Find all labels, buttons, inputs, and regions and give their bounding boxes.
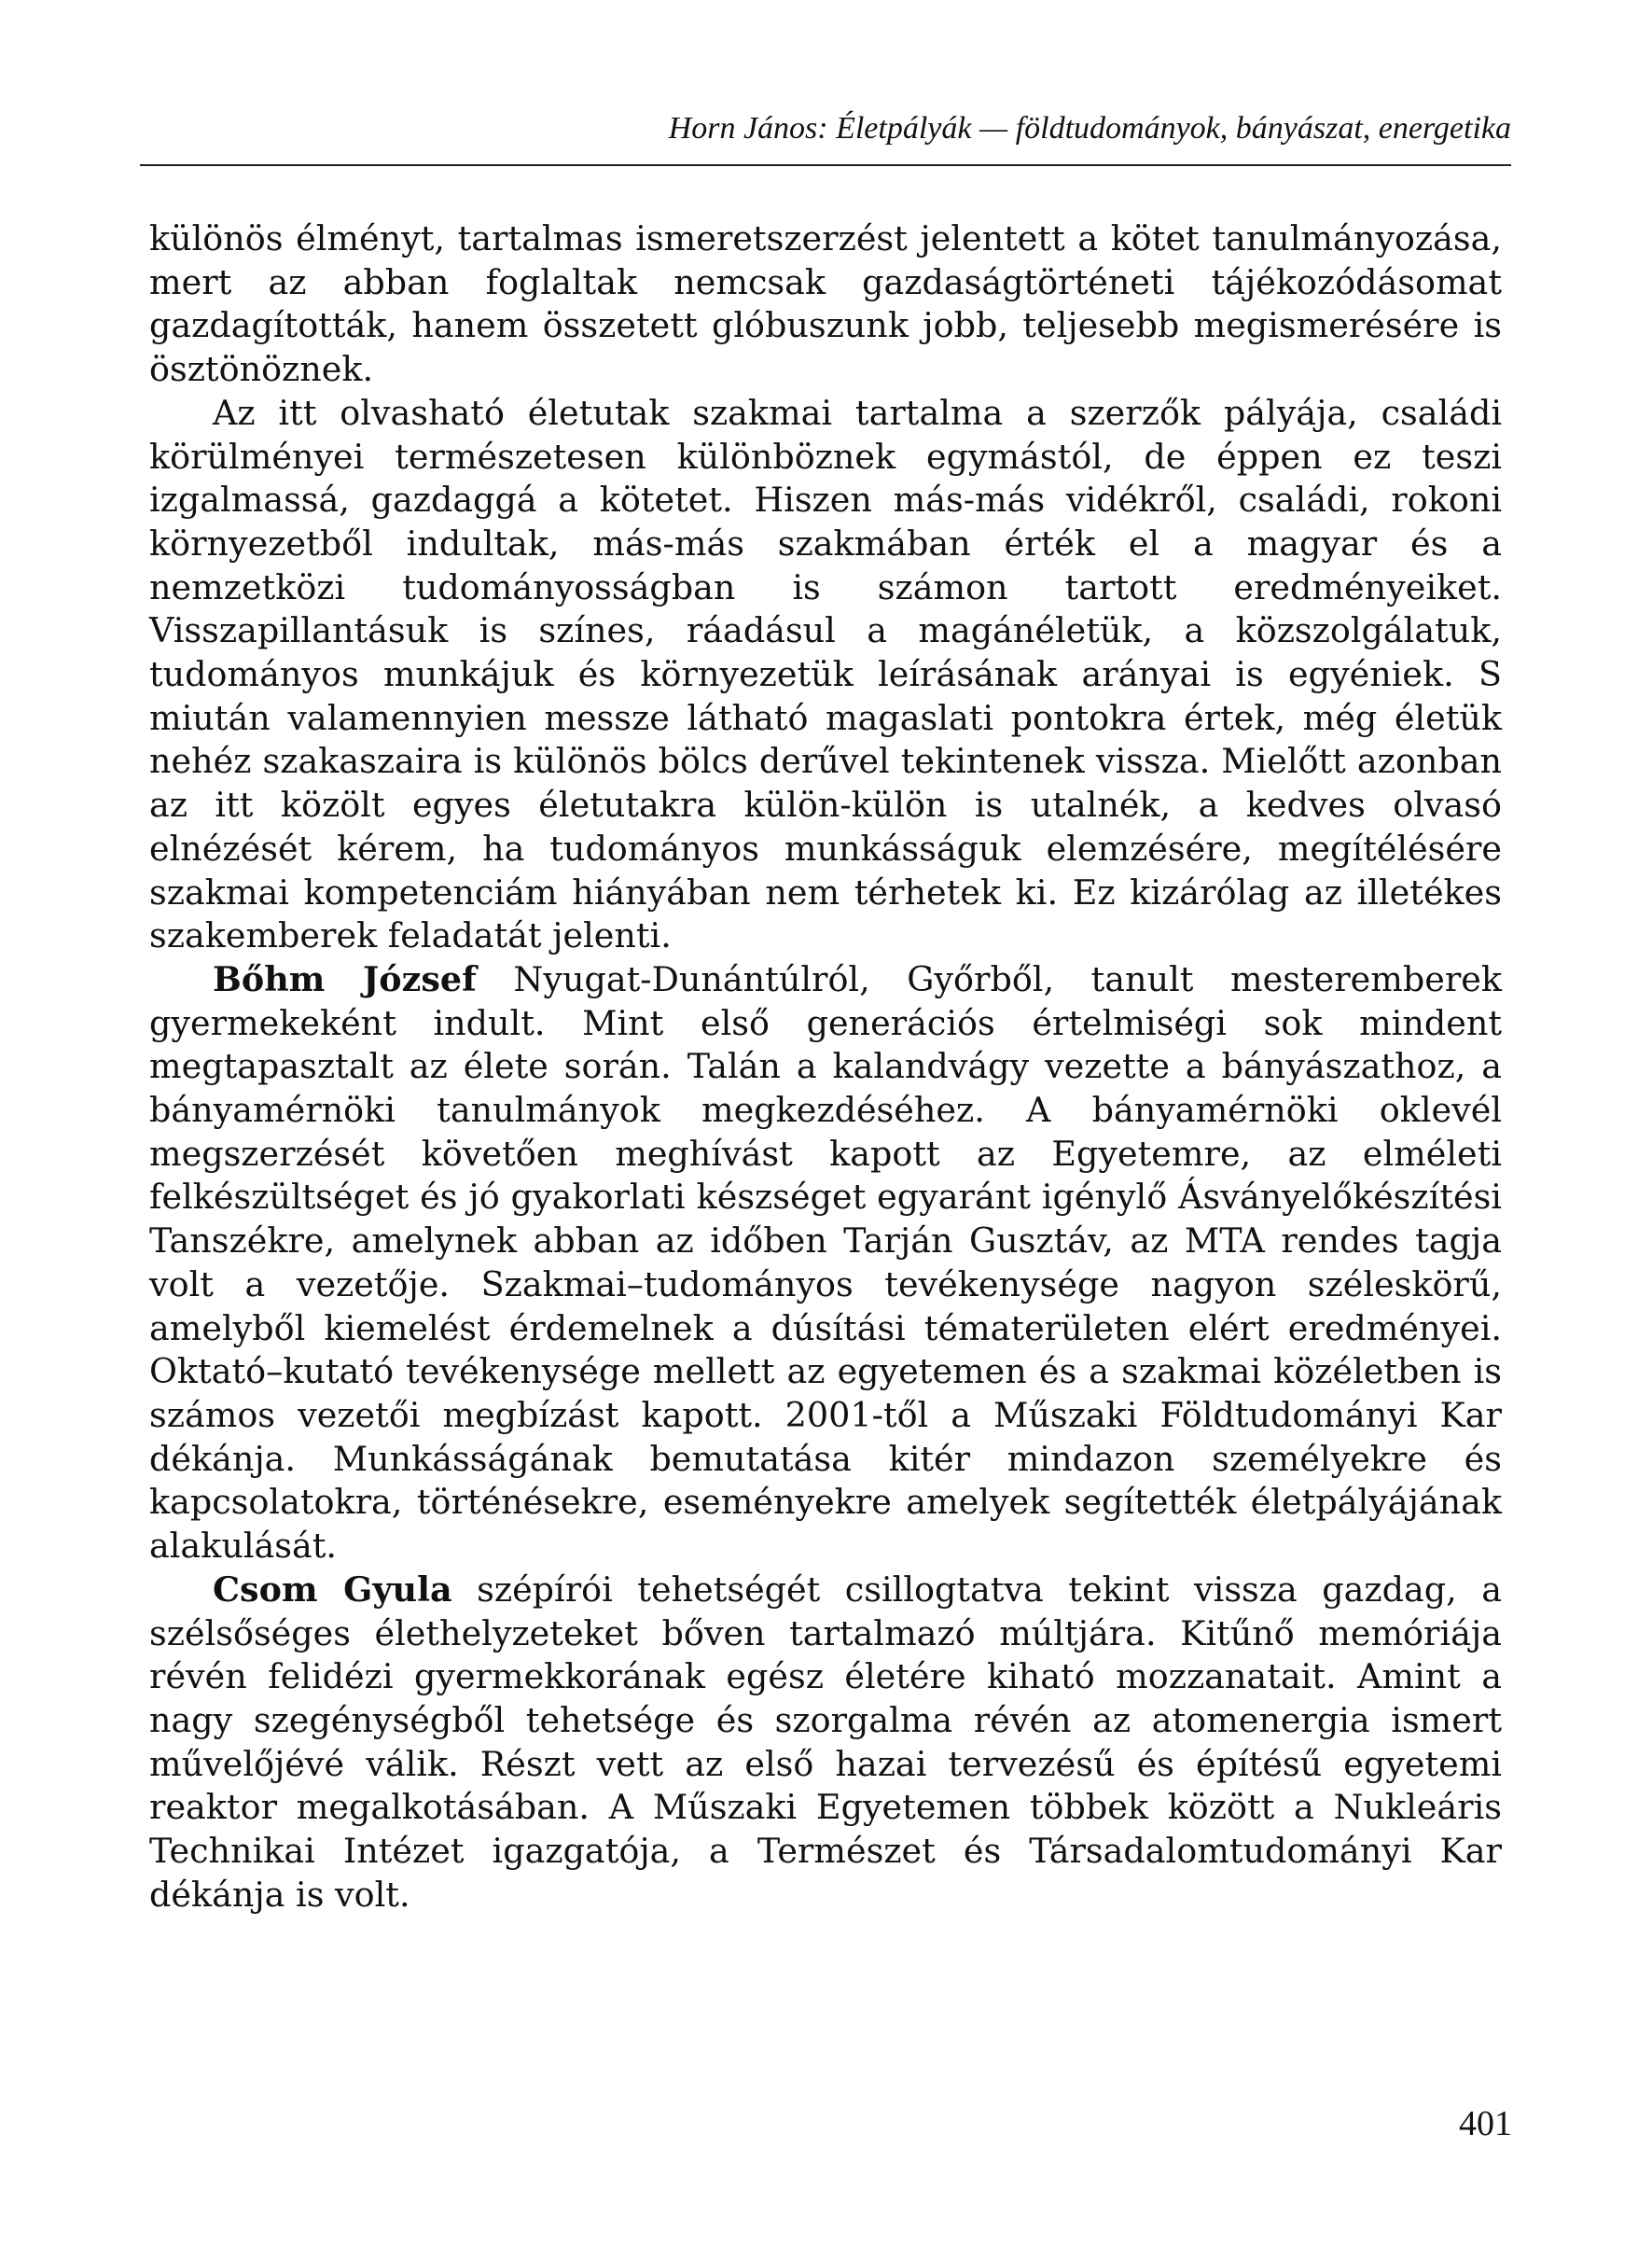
paragraph-life-paths: Az itt olvasható életutak szakmai tartalma a szerzők pályája, családi körülményei természetesen különböznek egymástól, de éppen ez teszi izgalmassá, gazdaggá a kötetet. Hiszen más-más vidékről, családi, rokoni környezetből indultak, más-más szakmában érték el a magyar és a nemzetközi tudományosságban is számon tartott eredményeiket. Visszapillantásuk is színes, ráadásul a magánéletük, a közszolgálatuk, tudományos munkájuk és környezetük leírásának arányai is egyéniek. S miután valamennyien messze látható magaslati pontokra értek, még életük nehéz szakaszaira is különös bölcs derűvel tekintenek vissza. Mielőtt azonban az itt közölt egyes életutakra külön-külön is utalnék, a kedves olvasó elnézését kérem, ha tudományos munkásságuk elemzésére, megítélésére szakmai kompetenciám hiányában nem térhetek ki. Ez kizárólag az illetékes szakemberek feladatát jelenti. [149,392,1502,956]
paragraph-csom-text: szépírói tehetségét csillogtatva tekint vissza gazdag, a szélsőséges élethelyzeteket bőven tartalmazó múltjára. Kitűnő memóriája révén felidézi gyermekkorának egész életére kiható mozzanatait. Amint a nagy szegénységből tehetsége és szorgalma révén az atomenergia ismert művelőjévé válik. Részt vett az első hazai tervezésű és építésű egyetemi reaktor megalkotásában. A Műszaki Egyetemen többek között a Nukleáris Technikai Intézet igazgatója, a Természet és Társadalomtudományi Kar dékánja is volt. [149,1569,1502,1915]
body-text [149,217,1502,1917]
paragraph-bohm-text: Nyugat-Dunántúlról, Győrből, tanult mesteremberek gyermekeként indult. Mint első generációs értelmiségi sok mindent megtapasztalt az élete során. Talán a kalandvágy vezette a bányászathoz, a bányamérnöki tanulmányok megkezdéséhez. A bányamérnöki oklevél megszerzését követően meghívást kapott az Egyetemre, az elméleti felkészültséget és jó gyakorlati készséget egyaránt igénylő Ásványelőkészítési Tanszékre, amelynek abban az időben Tarján Gusztáv, az MTA rendes tagja volt a vezetője. Szakmai–tudományos tevékenysége nagyon széleskörű, amelyből kiemelést érdemelnek a dúsítási tématerületen elért eredményei. Oktató–kutató tevékenysége mellett az egyetemen és a szakmai közéletben is számos vezetői megbízást kapott. 2001-től a Műszaki Földtudományi Kar dékánja. Munkásságának bemutatása kitér mindazon személyekre és kapcsolatokra, történésekre, eseményekre amelyek segítették életpályájának alakulását. [149,958,1502,1567]
author-name-bohm: Bőhm József [213,958,477,999]
paragraph-csom-gyula [149,1569,1502,1917]
author-name-csom: Csom Gyula [213,1569,452,1610]
paragraph-bohm-jozsef [149,958,1502,1569]
page-number: 401 [1459,2104,1512,2143]
running-title: Horn János: Életpályák — földtudományok, bányászat, energetika [668,111,1511,146]
running-header [140,106,1511,166]
paragraph-continuation: különös élményt, tartalmas ismeretszerzést jelentett a kötet tanulmányozása, mert az abban foglaltak nemcsak gazdaságtörténeti tájékozódásomat gazdagították, hanem összetett glóbuszunk jobb, teljesebb megismerésére is ösztönöznek. [149,218,1502,390]
